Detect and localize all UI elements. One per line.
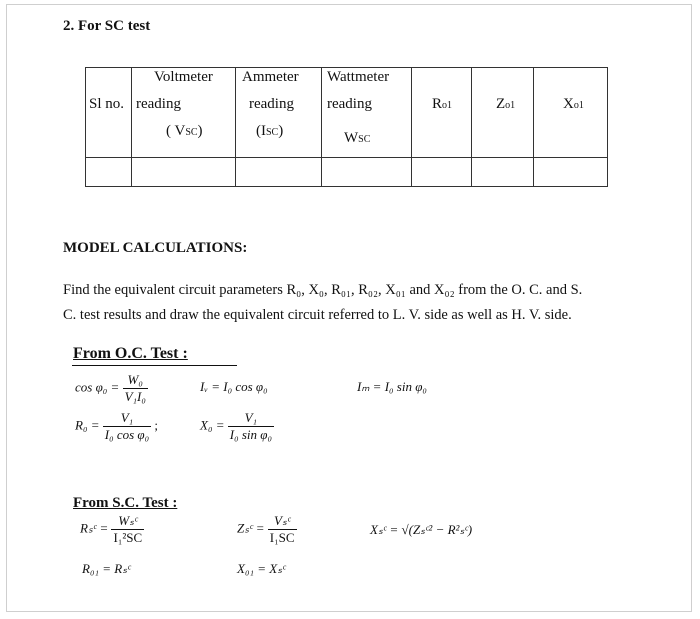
ammeter-unit: (ISC) bbox=[256, 123, 284, 139]
section-title: 2. For SC test bbox=[63, 18, 151, 34]
r01-formula: R₀₁ = Rₛᶜ bbox=[82, 561, 131, 576]
r0-formula: R₀ = $\frac{\text{V₁}}{\text{I₀ cos φ₀}}$ ; bbox=[75, 410, 158, 442]
wattmeter-reading-label: reading bbox=[327, 96, 372, 112]
voltmeter-label: Voltmeter bbox=[154, 69, 213, 85]
ammeter-header bbox=[236, 68, 322, 158]
sc-test-table bbox=[85, 67, 608, 187]
model-calculations-title: MODEL CALCULATIONS: bbox=[63, 240, 248, 256]
sl-no-header bbox=[86, 68, 132, 158]
cos-phi0-formula: cos φ₀ = $\frac{\text{W₀}}{\text{V₁I₀}}$ bbox=[75, 372, 146, 404]
rsc-formula: Rₛᶜ = $\frac{\text{Wₛᶜ}}{\text{I₁²SC}}$ bbox=[80, 513, 143, 545]
im-formula: Iₘ = I₀ sin φ₀ bbox=[357, 379, 427, 394]
wattmeter-header bbox=[322, 68, 412, 158]
x01-header: Xo1 bbox=[534, 68, 608, 158]
oc-title-rule bbox=[72, 365, 237, 366]
xsc-formula: Xₛᶜ = √(Zₛᶜ² − R²ₛᶜ) bbox=[370, 522, 473, 537]
instruction-line-1: Find the equivalent circuit parameters R₀, X₀, R₀₁, R₀₂, X₀₁ and X₀₂ from the O. C. and S. bbox=[63, 282, 583, 298]
voltmeter-reading-label: reading bbox=[136, 96, 181, 112]
wattmeter-label: Wattmeter bbox=[327, 69, 390, 85]
instruction-line-2: C. test results and draw the equivalent circuit referred to L. V. side as well as H. V. side. bbox=[63, 307, 572, 323]
table-row bbox=[86, 158, 608, 187]
ammeter-label: Ammeter bbox=[242, 69, 299, 85]
instruction-paragraph bbox=[63, 278, 633, 328]
ammeter-reading-label: reading bbox=[249, 96, 294, 112]
voltmeter-header bbox=[132, 68, 236, 158]
table-header-row bbox=[86, 68, 608, 158]
r01-header: Ro1 bbox=[412, 68, 472, 158]
iw-formula: Iᵥ = I₀ cos φ₀ bbox=[200, 379, 268, 394]
z01-header: Zo1 bbox=[472, 68, 534, 158]
oc-test-title: From O.C. Test : bbox=[73, 345, 188, 362]
sl-no-label: Sl no. bbox=[89, 96, 125, 112]
x0-formula: X₀ = $\frac{\text{V₁}}{\text{I₀ sin φ₀}}$ bbox=[200, 410, 272, 442]
sc-test-title: From S.C. Test : bbox=[73, 495, 178, 511]
voltmeter-unit: ( VSC) bbox=[166, 123, 203, 139]
zsc-formula: Zₛᶜ = $\frac{\text{Vₛᶜ}}{\text{I₁SC}}$ bbox=[237, 513, 295, 545]
wattmeter-unit: WSC bbox=[344, 130, 371, 146]
x01-formula: X₀₁ = Xₛᶜ bbox=[237, 561, 286, 576]
